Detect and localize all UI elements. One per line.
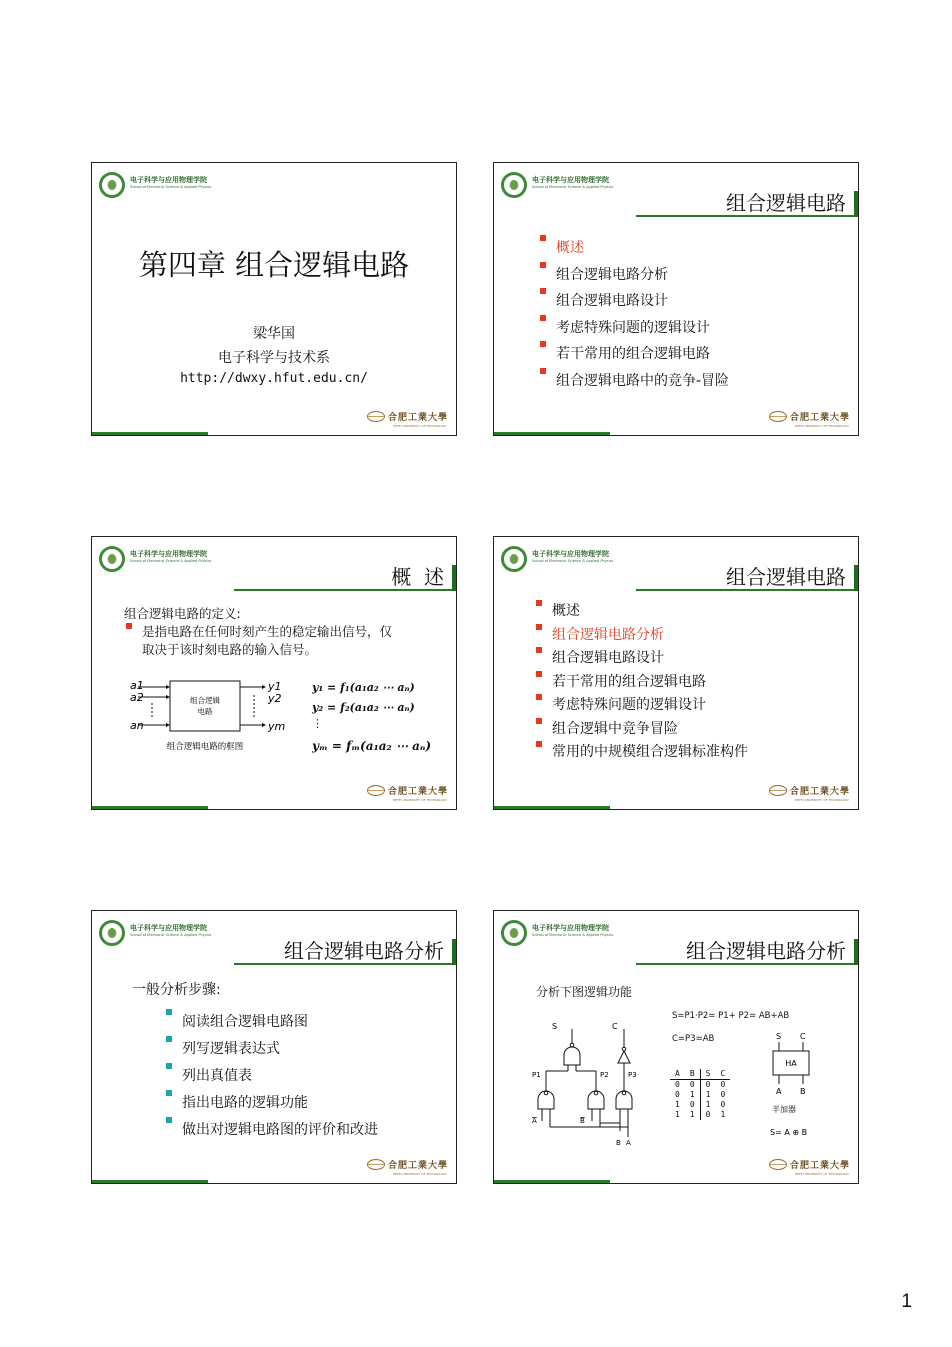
logic-circuit [524,1019,654,1149]
ha-label-b: B [800,1087,806,1096]
footer-bar [494,432,610,435]
author: 梁华国 [253,326,295,342]
list-item: 做出对逻辑电路图的评价和改进 [164,1117,378,1144]
page-number: 1 [901,1291,912,1312]
block-diagram [122,677,292,757]
table-row: 1 0 1 0 [675,1100,726,1109]
school-logo-icon [99,920,125,946]
list-item: 指出电路的逻辑功能 [164,1090,378,1117]
hfut-logo: 合肥工業大學 [769,1158,850,1171]
label-b: B [616,1139,621,1147]
box-label: 组合逻辑 [190,696,220,705]
half-adder-symbol [766,1029,822,1139]
slide-analysis-steps: 电子科学与应用物理学院 School of Electronic Science & Applied Physics 组合逻辑电路分析 一般分析步骤: 阅读组合逻辑电路图 列写逻辑表达式 列出真值表 指出电路的逻辑功能 做出对逻辑电路图的评价和改进 合肥工業大學 HEFEI UNIVERSITY OF TECHNOLOGY [91,910,457,1184]
slide-heading: 组合逻辑电路 [726,565,846,589]
footer-bar [92,806,208,809]
ha-label-a: A [776,1087,782,1096]
hfut-logo: 合肥工業大學 [367,784,448,797]
list-item: 概述 [534,600,748,624]
heading-bar [854,565,858,591]
table-row: 0 1 1 0 [675,1090,726,1099]
heading-bar [452,565,456,591]
chapter-title: 第四章 组合逻辑电路 [138,248,410,282]
ha-label-c: C [800,1032,806,1041]
table-header: S [705,1069,711,1078]
department: 电子科学与技术系 [218,350,330,366]
box-label: 电路 [197,707,213,716]
equation-ym: yₘ = fₘ(a₁a₂ ⋯ aₙ) [312,739,432,753]
heading-underline [234,963,452,965]
school-name-en: School of Electronic Science & Applied Physics [532,559,614,563]
school-name-en: School of Electronic Science & Applied Physics [130,933,212,937]
footer-bar [494,806,610,809]
heading-underline [234,589,452,591]
heading-bar [452,939,456,965]
list-item: 组合逻辑电路设计 [534,647,748,671]
hfut-emblem-icon [769,1159,787,1170]
label-p1: P1 [532,1071,541,1079]
school-name: 电子科学与应用物理学院 [532,924,609,932]
input-a2: a2 [130,691,144,704]
label-b-bar: B [580,1117,585,1125]
slide-analysis-example: 电子科学与应用物理学院 School of Electronic Science & Applied Physics 组合逻辑电路分析 分析下图逻辑功能 S C P1 P2 P3 A B B A S=P1·P2= P1+ P2= AB+AB C=P3=AB A B S C 0 0 0 0 0 1 1 0 1 0 1 0 1 1 0 1 S C HA A B 半加器 S= A ⊕ B 合肥工業大學 HEFEI UNIVERSITY OF TECHNOLOGY [493,910,859,1184]
list-item: 列出真值表 [164,1063,378,1090]
school-name-en: School of Electronic Science & Applied Physics [130,185,212,189]
slide-title: 电子科学与应用物理学院 School of Electronic Science & Applied Physics 第四章 组合逻辑电路 梁华国 电子科学与技术系 http://dwxy.hfut.edu.cn/ 合肥工業大學 HEFEI UNIVERSITY OF TECHNOLOGY [91,162,457,436]
list-item: 组合逻辑电路分析 [534,624,748,648]
school-logo-icon [99,546,125,572]
ha-box-label: HA [785,1059,797,1068]
list-item: 列写逻辑表达式 [164,1036,378,1063]
steps-intro: 一般分析步骤: [132,982,221,998]
school-logo-icon [99,172,125,198]
outline-list [538,235,729,394]
ha-label-s: S [776,1032,782,1041]
list-item: 组合逻辑中竞争冒险 [534,718,748,742]
definition-label: 组合逻辑电路的定义: [124,606,241,621]
school-logo-icon [501,920,527,946]
footer-bar [92,1180,208,1183]
label-p3: P3 [628,1071,637,1079]
list-item: 概述 [538,235,729,262]
table-header: B [685,1069,700,1080]
list-item: 考虑特殊问题的逻辑设计 [534,694,748,718]
footer-bar [92,432,208,435]
outline-list [534,600,748,765]
ha-caption: 半加器 [772,1105,796,1114]
equation-c: C=P3=AB [672,1034,715,1044]
school-name: 电子科学与应用物理学院 [130,550,207,558]
list-item: 是指电路在任何时刻产生的稳定输出信号，仅 取决于该时刻电路的输入信号。 [124,623,392,659]
hfut-emblem-icon [769,411,787,422]
hfut-logo: 合肥工業大學 [367,1158,448,1171]
school-name-en: School of Electronic Science & Applied Physics [532,185,614,189]
url-text: http://dwxy.hfut.edu.cn/ [180,371,368,386]
label-a-bar: A [532,1117,537,1125]
school-name: 电子科学与应用物理学院 [130,176,207,184]
footer-bar [494,1180,610,1183]
equation-y2: y₂ = f₂(a₁a₂ ⋯ aₙ) [312,701,415,714]
list-item: 组合逻辑电路分析 [538,262,729,289]
label-a: A [626,1139,631,1147]
school-name: 电子科学与应用物理学院 [532,176,609,184]
ha-equation: S= A ⊕ B [770,1128,808,1137]
hfut-emblem-icon [769,785,787,796]
heading-underline [636,963,854,965]
school-name: 电子科学与应用物理学院 [130,924,207,932]
list-item: 组合逻辑电路设计 [538,288,729,315]
equation-dots: ⋮ [312,717,323,730]
slide-overview: 电子科学与应用物理学院 School of Electronic Science & Applied Physics 概 述 组合逻辑电路的定义: 是指电路在任何时刻产生的稳定输出信号，仅 取决于该时刻电路的输入信号。 a1 a2 an 组合逻辑 电路 y1 y2 ym 组合逻辑电路的框图 y₁ = f₁(a₁a₂ ⋯ aₙ) y₂ = f₂(a₁a₂ ⋯ aₙ) ⋮ yₘ = fₘ(a₁a₂ ⋯ aₙ) 合肥工業大學 HEFEI UNIVERSITY OF TECHNOLOGY [91,536,457,810]
hfut-emblem-icon [367,1159,385,1170]
school-name: 电子科学与应用物理学院 [532,550,609,558]
output-y1: y1 [268,680,282,693]
equation-s: S=P1·P2= P1+ P2= AB+AB [672,1011,790,1021]
input-an: an [130,719,144,732]
hfut-logo: 合肥工業大學 [769,410,850,423]
heading-underline [636,589,854,591]
truth-table [670,1069,730,1120]
diagram-caption: 组合逻辑电路的框图 [166,742,244,752]
school-name-en: School of Electronic Science & Applied Physics [130,559,212,563]
list-item: 若干常用的组合逻辑电路 [534,671,748,695]
list-item: 常用的中规模组合逻辑标准构件 [534,741,748,765]
table-header: A [675,1069,680,1078]
heading-underline [636,215,854,217]
label-c: C [612,1022,618,1031]
slide-heading: 概 述 [391,565,444,589]
label-p2: P2 [600,1071,609,1079]
slide-outline-1: 电子科学与应用物理学院 School of Electronic Science & Applied Physics 组合逻辑电路 概述 组合逻辑电路分析 组合逻辑电路设计 考虑特殊问题的逻辑设计 若干常用的组合逻辑电路 组合逻辑电路中的竞争-冒险 合肥工業大學 HEFEI UNIVERSITY OF TECHNOLOGY [493,162,859,436]
hfut-logo: 合肥工業大學 [367,410,448,423]
hfut-logo: 合肥工業大學 [769,784,850,797]
slide-heading: 组合逻辑电路分析 [284,939,444,963]
steps-list [164,1009,378,1144]
slide-outline-2: 电子科学与应用物理学院 School of Electronic Science & Applied Physics 组合逻辑电路 概述 组合逻辑电路分析 组合逻辑电路设计 若干常用的组合逻辑电路 考虑特殊问题的逻辑设计 组合逻辑中竞争冒险 常用的中规模组合逻辑标准构件 合肥工業大學 HEFEI UNIVERSITY OF TECHNOLOGY [493,536,859,810]
list-item: 若干常用的组合逻辑电路 [538,341,729,368]
equation-y1: y₁ = f₁(a₁a₂ ⋯ aₙ) [312,681,415,694]
output-y2: y2 [268,692,282,705]
slide-heading: 组合逻辑电路 [726,191,846,215]
definition-list [124,623,392,659]
school-logo-icon [501,172,527,198]
label-s: S [552,1022,558,1031]
school-logo-icon [501,546,527,572]
input-a1: a1 [130,679,144,692]
table-header: C [720,1069,726,1078]
list-item: 考虑特殊问题的逻辑设计 [538,315,729,342]
slide-heading: 组合逻辑电路分析 [686,939,846,963]
table-row: 1 1 0 1 [675,1110,726,1119]
hfut-emblem-icon [367,785,385,796]
analysis-prompt: 分析下图逻辑功能 [536,985,633,999]
output-ym: ym [268,720,286,733]
table-row: 0 0 0 0 [675,1080,726,1089]
heading-bar [854,939,858,965]
hfut-emblem-icon [367,411,385,422]
school-name-en: School of Electronic Science & Applied Physics [532,933,614,937]
list-item: 阅读组合逻辑电路图 [164,1009,378,1036]
heading-bar [854,191,858,217]
list-item: 组合逻辑电路中的竞争-冒险 [538,368,729,395]
